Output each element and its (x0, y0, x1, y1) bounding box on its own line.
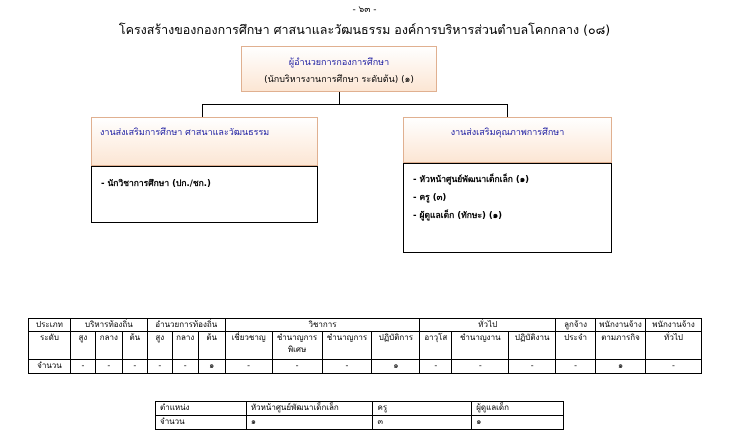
table-row (29, 360, 702, 374)
connector-horizontal (202, 104, 508, 105)
header-cell: ตามภารกิจ (596, 332, 646, 360)
unit-left-name: งานส่งเสริมการศึกษา ศาสนาและวัฒนธรรม (100, 128, 270, 138)
summary-table (28, 318, 702, 374)
subheader-cell: ปฏิบัติงาน (509, 332, 556, 360)
value-cell: - (272, 360, 322, 374)
value-cell: ๑ (472, 416, 564, 430)
unit-right-name: งานส่งเสริมคุณภาพการศึกษา (450, 128, 565, 138)
unit-right-item: - ครู (๓) (413, 193, 447, 203)
value-cell: - (122, 360, 147, 374)
value-cell: - (322, 360, 372, 374)
subheader-cell: อาวุโส (420, 332, 452, 360)
value-cell: ๑ (596, 360, 646, 374)
unit-right-item: - หัวหน้าศูนย์พัฒนาเด็กเล็ก (๑) (413, 175, 530, 185)
header-cell: ประเภท (29, 319, 71, 332)
header-cell: ประจำ (556, 332, 596, 360)
unit-left-item: - นักวิชาการศึกษา (ปก./ชก.) (101, 179, 211, 189)
connector-right-drop (507, 104, 508, 117)
value-cell: - (420, 360, 452, 374)
subheader-cell: สูง (70, 332, 95, 360)
header-cell: ผู้ดูแลเด็ก (472, 402, 564, 416)
value-cell: - (556, 360, 596, 374)
value-cell: - (172, 360, 198, 374)
row-label: จำนวน (29, 360, 71, 374)
unit-left-staff-box (91, 166, 318, 223)
value-cell: ๑ (246, 416, 373, 430)
director-title: ผู้อำนวยการกองการศึกษา (288, 58, 390, 68)
header-cell: ทั่วไป (645, 332, 701, 360)
header-cell: พนักงานจ้าง (645, 319, 701, 332)
subheader-cell: ต้น (122, 332, 147, 360)
unit-left-header (91, 117, 318, 166)
header-cell: วิชาการ (225, 319, 420, 332)
unit-right-item: - ผู้ดูแลเด็ก (ทักษะ) (๑) (413, 211, 503, 221)
value-cell: ๑ (372, 360, 420, 374)
subheader-cell: กลาง (95, 332, 122, 360)
value-cell: - (645, 360, 701, 374)
header-cell: ครู (373, 402, 472, 416)
value-cell: ๓ (373, 416, 472, 430)
value-cell: - (225, 360, 272, 374)
header-cell: ทั่วไป (420, 319, 556, 332)
connector-left-drop (202, 104, 203, 117)
subheader-cell: ชำนาญการพิเศษ (272, 332, 322, 360)
table-header-row (156, 402, 564, 416)
value-cell: - (147, 360, 172, 374)
table-header-row (29, 319, 702, 332)
table-row (156, 416, 564, 430)
subheader-cell: ต้น (198, 332, 225, 360)
header-cell: ตำแหน่ง (156, 402, 247, 416)
row-label: จำนวน (156, 416, 247, 430)
director-box (241, 46, 437, 92)
value-cell: - (70, 360, 95, 374)
header-cell: ลูกจ้าง (556, 319, 596, 332)
header-cell: ระดับ (29, 332, 71, 360)
value-cell: - (452, 360, 509, 374)
table-subheader-row (29, 332, 702, 360)
header-cell: บริหารท้องถิ่น (70, 319, 147, 332)
subheader-cell: กลาง (172, 332, 198, 360)
page-number: - ๖๓ - (352, 5, 377, 15)
subheader-cell: ปฏิบัติการ (372, 332, 420, 360)
value-cell: - (509, 360, 556, 374)
unit-right-header (403, 117, 612, 163)
subheader-cell: เชี่ยวชาญ (225, 332, 272, 360)
director-rank: (นักบริหารงานการศึกษา ระดับต้น) (๑) (264, 75, 414, 85)
subheader-cell: ชำนาญงาน (452, 332, 509, 360)
header-cell: หัวหน้าศูนย์พัฒนาเด็กเล็ก (246, 402, 373, 416)
page-title: โครงสร้างของกองการศึกษา ศาสนาและวัฒนธรรม องค์การบริหารส่วนตำบลโคกกลาง (๐๘) (118, 22, 611, 37)
unit-right-staff-box (403, 163, 612, 253)
value-cell: - (95, 360, 122, 374)
header-cell: อำนวยการท้องถิ่น (147, 319, 225, 332)
subheader-cell: สูง (147, 332, 172, 360)
value-cell: ๑ (198, 360, 225, 374)
position-table (155, 401, 564, 430)
header-cell: พนักงานจ้าง (596, 319, 646, 332)
subheader-cell: ชำนาญการ (322, 332, 372, 360)
